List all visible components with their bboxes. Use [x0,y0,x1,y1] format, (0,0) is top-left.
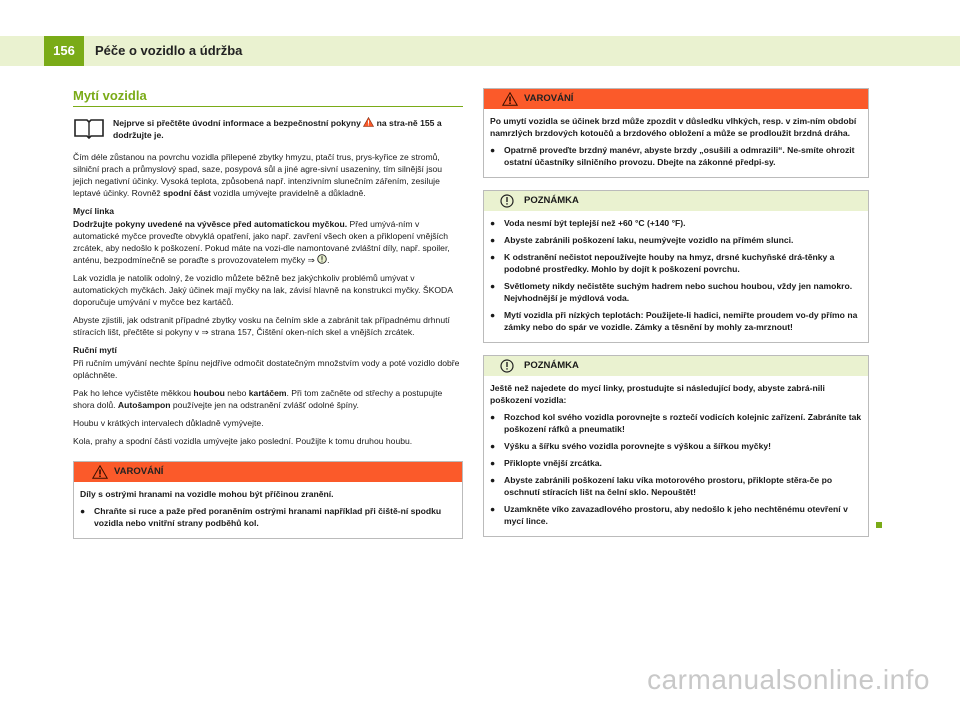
list-item: ● Rozchod kol svého vozidla porovnejte s roztečí vodicích kolejnic zařízení. Zabráníte tak poškození ráfků a pneumatik! [490,412,862,434]
paragraph-hand-2 [73,387,463,411]
note-box-1 [483,190,869,343]
section-end-mark [876,522,882,528]
list-item: ● Voda nesmí být teplejší než +60 °C (+140 °F). [490,218,686,228]
intro-bold: spodní část [163,188,211,198]
warning-icon [92,465,108,479]
warning-triangle-icon [363,117,374,127]
read-first-text: Nejprve si přečtěte úvodní informace a bezpečnostní pokyny [113,118,361,128]
note-header [484,191,868,211]
hand2-text-a: Pak ho lehce vyčistěte měkkou [73,388,191,398]
right-column [483,88,869,549]
list-item: ● Mytí vozidla při nízkých teplotách: Použijete-li hadici, nemiřte proudem vo-dy přímo na zámky nebo do spár ve vozidle. Zámky a těsnění by mohly za-mrznout! [490,309,862,333]
note-header [484,356,868,376]
list-item-text: K odstranění nečistot nepoužívejte houby na hmyz, drsné kuchyňské drá-těnky a podobné prostředky. Mohlo by dojít k poškození povrchu. [504,252,835,274]
paragraph-wax: Abyste zjistili, jak odstranit případné zbytky vosku na čelním skle a zabránit tak případnému drhnutí stíracích lišt, přečtěte si pokyny v ⇒ strana 157, Čištění oken-ních skel a vnějších zrcátek. [73,315,450,337]
warning-box-brakes [483,88,869,178]
list-item: ● Výšku a šířku svého vozidla porovnejte s výškou a šířkou myčky! [490,441,771,451]
warning-header [74,462,462,482]
note-box-2 [483,355,869,537]
hand2-bold-brush: kartáčem [248,388,287,398]
book-icon [73,117,105,139]
warning-bullet: ● Chraňte si ruce a paže před poraněním ostrými hranami například při čiště-ní spodku vozidla nebo vnitřní strany podběhů kol. [80,505,456,529]
list-item: ● Přiklopte vnější zrcátka. [490,458,602,468]
note-intro: Ještě než najedete do mycí linky, prostudujte si následující body, abyste zabrá-nili poškození vozidla: [490,383,825,405]
subheading-car-wash: Mycí linka [73,206,115,216]
car-wash-bold: Dodržujte pokyny uvedené na vývěsce před automatickou myčkou. [73,219,348,229]
subheading-hand-wash: Ruční mytí [73,345,117,355]
paragraph-intro [73,151,463,199]
warning-bullet: ● Opatrně proveďte brzdný manévr, abyste brzdy „osušili a odmrazili“. Ne-smíte ohrozit ostatní účastníky silničního provozu. Dbejte na zákonné předpi-sy. [490,144,862,168]
warning-header [484,89,868,109]
list-item: ● Uzamkněte víko zavazadlového prostoru, aby nedošlo k jeho nechtěnému otevření v mycí lince. [490,503,862,527]
note-icon [500,359,514,373]
hand2-bold-shampoo: Autošampon [117,400,171,410]
hand2-text-c: nebo [227,388,247,398]
list-item-text: Uzamkněte víko zavazadlového prostoru, aby nedošlo k jeho nechtěnému otevření v mycí lince. [504,504,848,526]
list-item-text: Abyste zabránili poškození laku, neumývejte vozidlo na přímém slunci. [504,235,794,245]
list-item-text: Světlomety nikdy nečistěte suchým hadrem nebo suchou houbou, vždy jen namokro. Nejvhodnější je mýdlová voda. [504,281,853,303]
paragraph-hand-3: Houbu v krátkých intervalech důkladně vymývejte. [73,418,264,428]
warning-text: Po umytí vozidla se účinek brzd může zpozdit v důsledku vlhkých, resp. v zim-ním období namrzlých brzdových kotoučů a brzdového obložení a může se prodloužit brzdná dráha. [490,116,857,138]
warning-title: VAROVÁNÍ [114,466,164,477]
section-title: Péče o vozidlo a údržba [95,43,243,58]
list-item: ● Abyste zabránili poškození laku, neumývejte vozidlo na přímém slunci. [490,235,794,245]
paragraph-paint: Lak vozidla je natolik odolný, že vozidlo můžete běžně bez jakýchkoliv problémů umývat v automatických myčkách. Jaký účinek mají myčky na lak, závisí hlavně na konstrukci myčky. ŠKODA doporučuje umývání v myčce bez kartáčů. [73,273,453,307]
warning-box-sharp-edges [73,461,463,539]
list-item-text: Voda nesmí být teplejší než +60 °C (+140 °F). [504,218,686,228]
warning-text: Díly s ostrými hranami na vozidle mohou být příčinou zranění. [80,489,334,499]
left-column [73,88,463,551]
warning-icon [502,92,518,106]
note-title: POZNÁMKA [524,195,579,206]
intro-text: Čím déle zůstanou na povrchu vozidla přilepené zbytky hmyzu, ptačí trus, prys-kyřice ze stromů, silniční prach a průmyslový spad, saze, posypová sůl a jiné agre-sivní usazeniny, tím silnější jsou jejich negativní účinky. Vysoká teplota, způsobená např. intenzivním slunečním zářením, zesiluje leptavé účinky. Rovněž [73,152,443,198]
paragraph-hand-1: Při ručním umývání nechte špínu nejdříve odmočit dostatečným množstvím vody a poté vozidlo dobře opláchněte. [73,358,460,380]
note-ref-icon [317,254,327,264]
warning-bullet-text: Opatrně proveďte brzdný manévr, abyste brzdy „osušili a odmrazili“. Ne-smíte ohrozit ostatní účastníky silničního provozu. Dbejte na zákonné předpi-sy. [504,145,855,167]
car-wash-text: Před umývá-ním v automatické myčce proveďte obvyklá opatření, jako např. zavření všech oken a přiklopení vnějších zrcátek, aby nedošlo k poškození. Pokud máte na vozi-dle namontované zvláštní díly, např. spoiler, anténu, bezpodmínečně se poraďte s provozovatelem myčky ⇒ [73,219,450,265]
hand2-bold-sponge: houbou [193,388,225,398]
list-item-text: Výšku a šířku svého vozidla porovnejte s výškou a šířkou myčky! [504,441,771,451]
read-first-note [73,117,463,141]
list-item-text: Abyste zabránili poškození laku víka motorového prostoru, přiklopte stěra-če po oschnutí stíracích lišt na čelní sklo. Nepouštět! [504,475,833,497]
paragraph-car-wash: Dodržujte pokyny uvedené na vývěsce před automatickou myčkou. Před umývá-ním v automatické myčce proveďte obvyklá opatření, jako např. zavření všech oken a přiklopení vnějších zrcátek, aby nedošlo k poškození. Pokud máte na vozi-dle namontované zvláštní díly, např. spoiler, anténu, bezpodmínečně se poraďte s provozovatelem myčky ⇒ . [73,219,450,265]
list-item: ● K odstranění nečistot nepoužívejte houby na hmyz, drsné kuchyňské drá-těnky a podobné prostředky. Mohlo by dojít k poškození povrchu. [490,251,862,275]
intro-text-end: vozidla umývejte pravidelně a důkladně. [213,188,366,198]
list-item: ● Abyste zabránili poškození laku víka motorového prostoru, přiklopte stěra-če po oschnutí stíracích lišt na čelní sklo. Nepouštět! [490,474,862,498]
list-item-text: Mytí vozidla při nízkých teplotách: Použijete-li hadici, nemiřte proudem vo-dy přímo na zámky nebo do spár ve vozidle. Zámky a těsnění by mohly za-mrznout! [504,310,858,332]
warning-title: VAROVÁNÍ [524,93,574,104]
page-number: 156 [44,36,84,66]
note-icon [500,194,514,208]
note-title: POZNÁMKA [524,360,579,371]
page-title: Mytí vozidla [73,88,463,107]
read-first-text-2: na stra-ně 155 a dodržujte je. [113,118,442,140]
watermark: carmanualsonline.info [647,664,930,695]
warning-bullet-text: Chraňte si ruce a paže před poraněním ostrými hranami například při čiště-ní spodku vozidla nebo vnitřní strany podběhů kol. [94,506,442,528]
paragraph-hand-4: Kola, prahy a spodní části vozidla umývejte jako poslední. Použijte k tomu druhou houbu. [73,436,413,446]
list-item-text: Přiklopte vnější zrcátka. [504,458,602,468]
list-item-text: Rozchod kol svého vozidla porovnejte s roztečí vodicích kolejnic zařízení. Zabráníte tak poškození ráfků a pneumatik! [504,412,862,434]
hand2-text-g: používejte jen na odstranění zvlášť odolné špíny. [172,400,359,410]
hand2-text-e: . Při tom začněte od střechy a postupujte shora dolů. [73,388,443,410]
list-item: ● Světlomety nikdy nečistěte suchým hadrem nebo suchou houbou, vždy jen namokro. Nejvhodnější je mýdlová voda. [490,280,862,304]
